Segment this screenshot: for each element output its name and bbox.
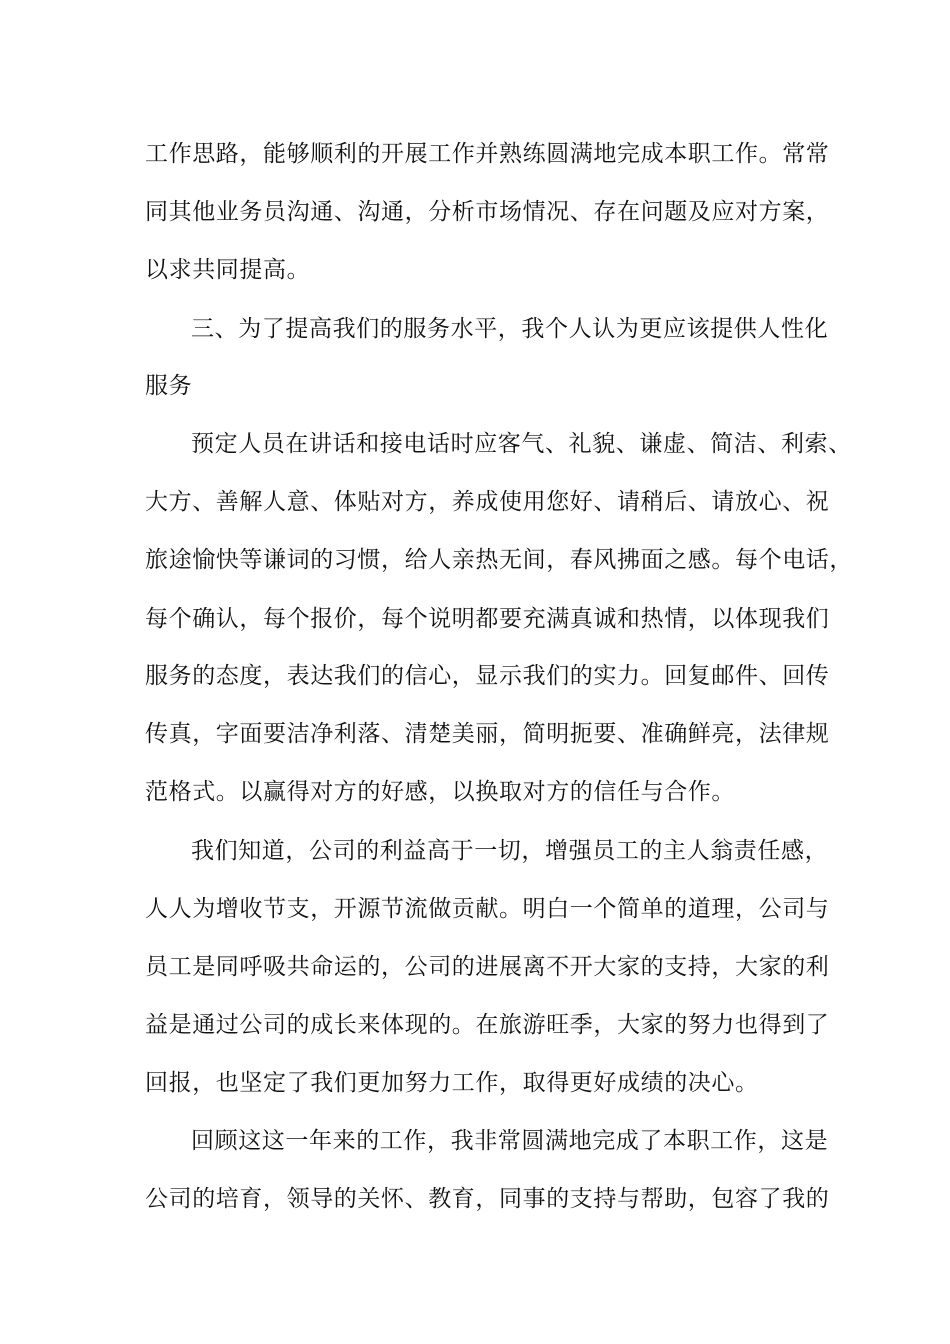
text-line: 以求共同提高。 — [145, 257, 311, 283]
text-line: 益是通过公司的成长来体现的。在旅游旺季，大家的努力也得到了 — [145, 1012, 830, 1038]
section-heading-continuation: 服务 — [145, 373, 193, 399]
text-line: 回报，也坚定了我们更加努力工作，取得更好成绩的决心。 — [145, 1070, 759, 1096]
text-line: 每个确认，每个报价，每个说明都要充满真诚和热情，以体现我们 — [145, 606, 830, 632]
text-line: 大方、善解人意、体贴对方，养成使用您好、请稍后、请放心、祝 — [145, 489, 830, 515]
text-line: 回顾这这一年来的工作，我非常圆满地完成了本职工作，这是 — [191, 1128, 829, 1154]
text-line: 我们知道，公司的利益高于一切，增强员工的主人翁责任感， — [191, 838, 829, 864]
text-line: 公司的培育，领导的关怀、教育，同事的支持与帮助，包容了我的 — [145, 1186, 830, 1212]
text-line: 服务的态度，表达我们的信心，显示我们的实力。回复邮件、回传 — [145, 663, 830, 689]
section-heading: 三、为了提高我们的服务水平，我个人认为更应该提供人性化 — [191, 316, 829, 342]
text-line: 范格式。以赢得对方的好感，以换取对方的信任与合作。 — [145, 779, 735, 805]
text-line: 员工是同呼吸共命运的，公司的进展离不开大家的支持，大家的利 — [145, 954, 830, 980]
text-line: 旅途愉快等谦词的习惯，给人亲热无间，春风拂面之感。每个电话， — [145, 547, 853, 573]
text-line: 同其他业务员沟通、沟通，分析市场情况、存在问题及应对方案， — [145, 199, 830, 225]
text-line: 预定人员在讲话和接电话时应客气、礼貌、谦虚、简洁、利索、 — [191, 431, 852, 457]
text-line: 传真，字面要洁净利落、清楚美丽，简明扼要、准确鲜亮，法律规 — [145, 721, 830, 747]
text-line: 工作思路，能够顺利的开展工作并熟练圆满地完成本职工作。常常 — [145, 141, 830, 167]
text-line: 人人为增收节支，开源节流做贡献。明白一个简单的道理，公司与 — [145, 896, 830, 922]
